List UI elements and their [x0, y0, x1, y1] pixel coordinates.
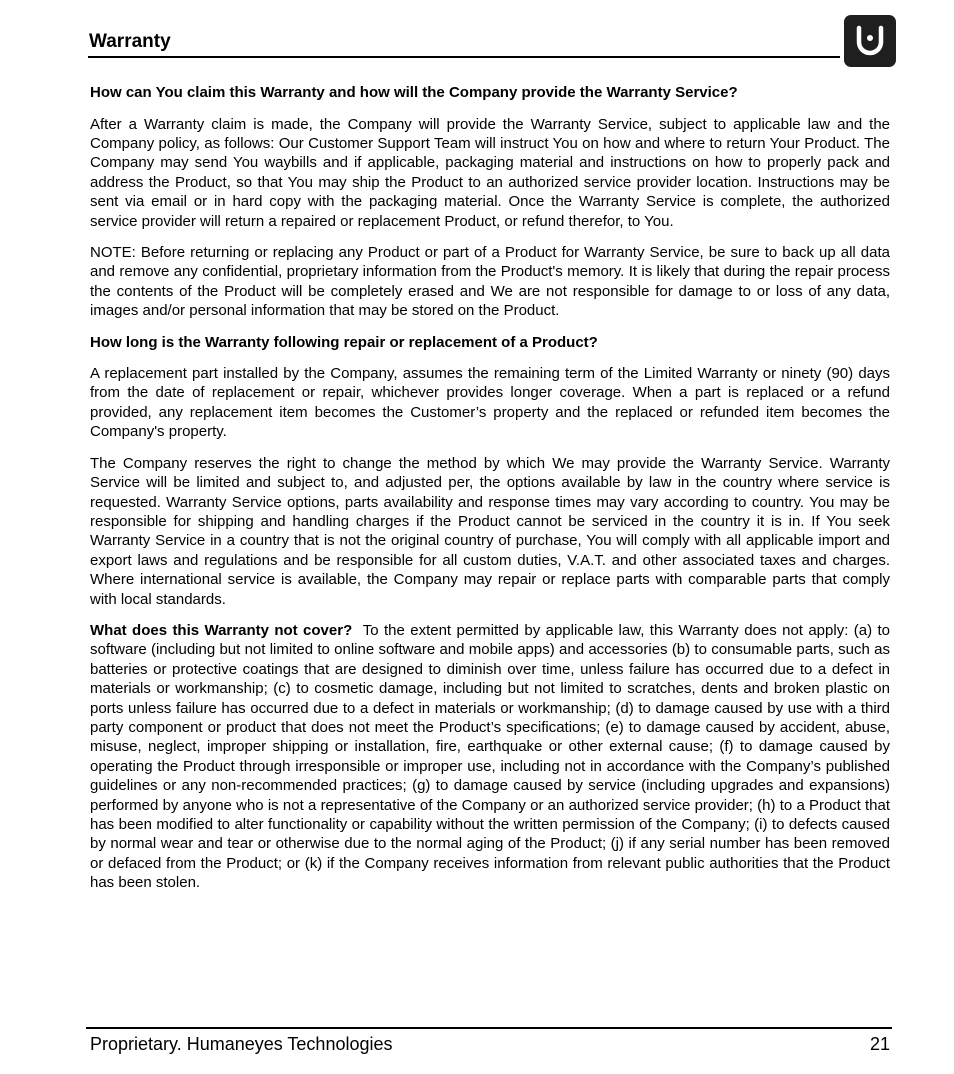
humaneyes-logo-icon — [844, 15, 896, 67]
paragraph-backup-note: NOTE: Before returning or replacing any Product or part of a Product for Warranty Service, be sure to back up all data and remove any confidential, proprietary information from the Product's memory. It is likely that during the repair process the contents of the Product will be completely erased and We are not responsible for damage to or loss of any data, images and/or personal information that may be stored on the Product. — [90, 243, 890, 320]
paragraph-claim-process: After a Warranty claim is made, the Company will provide the Warranty Service, subject to applicable law and the Company policy, as follows: Our Customer Support Team will instruct You on how and where to return Your Product. The Company may send You waybills and if applicable, packaging material and instructions on how to properly pack and address the Product, so that You may ship the Product to an authorized service provider location. Instructions may be sent via email or in hard copy with the packaging material. Once the Warranty Service is complete, the authorized service provider will return a repaired or replacement Product, or refund therefor, to You. — [90, 115, 890, 230]
document-body — [90, 80, 890, 905]
paragraph-replacement-part: A replacement part installed by the Company, assumes the remaining term of the Limited Warranty or ninety (90) days from the date of replacement or repair, whichever provides longer coverage. When a part is replaced or a refund provided, any replacement item becomes the Customer’s property and the replaced or refunded item becomes the Company's property. — [90, 365, 890, 441]
section-heading-not-covered: What does this Warranty not cover? — [90, 621, 353, 639]
page-number: 21 — [869, 1034, 890, 1054]
page-footer — [86, 1027, 894, 1054]
section-heading-claim: How can You claim this Warranty and how will the Company provide the Warranty Service? — [90, 84, 738, 101]
footer-company: Proprietary. Humaneyes Technologies — [90, 1034, 393, 1054]
not-covered-text: To the extent permitted by applicable law, this Warranty does not apply: (a) to software (including but not limited to online software and mobile apps) and accessories (b) to consumable parts, such as batteries or protective coatings that are designed to diminish over time, unless failure has occurred due to a defect in materials or workmanship; (c) to cosmetic damage, including but not limited to scratches, dents and broken plastic on ports unless failure has occurred due to a defect in materials or workmanship; (d) to damage caused by use with a third party component or product that does not meet the Product’s specifications; (e) to damage caused by accident, abuse, misuse, neglect, improper shipping or installation, fire, earthquake or other external cause; (f) to damage caused by operating the Product through irresponsible or improper use, including not in accordance with the Company’s published guidelines or any non-recommended practices; (g) to damage caused by service (including upgrades and expansions) performed by anyone who is not a representative of the Company or an authorized service provider; (h) to a Product that has been modified to alter functionality or capability without the written permission of the Company; (i) to defects caused by normal wear and tear or otherwise due to the normal aging of the Product; (j) if any serial number has been removed or defaced from the Product; or (k) if the Company receives information from relevant public authorities that the Product has been stolen. — [90, 621, 890, 892]
paragraph-service-method: The Company reserves the right to change the method by which We may provide the Warranty Service. Warranty Service will be limited and subject to, and adjusted per, the options available by law in the country where service is requested. Warranty Service options, parts availability and response times may vary according to country. You may be responsible for shipping and handling charges if the Product cannot be serviced in the country it is in. If You seek Warranty Service in a country that is not the original country of purchase, You will comply with all applicable import and export laws and regulations and be responsible for all custom duties, V.A.T. and other associated taxes and charges. Where international service is available, the Company may repair or replace parts with comparable parts that comply with local standards. — [90, 454, 890, 608]
footer-divider — [86, 1027, 892, 1029]
header-divider — [88, 56, 840, 58]
paragraph-not-covered — [90, 621, 890, 893]
page-title: Warranty — [89, 31, 171, 52]
page-header — [88, 14, 896, 66]
section-heading-warranty-length: How long is the Warranty following repair or replacement of a Product? — [90, 333, 598, 351]
